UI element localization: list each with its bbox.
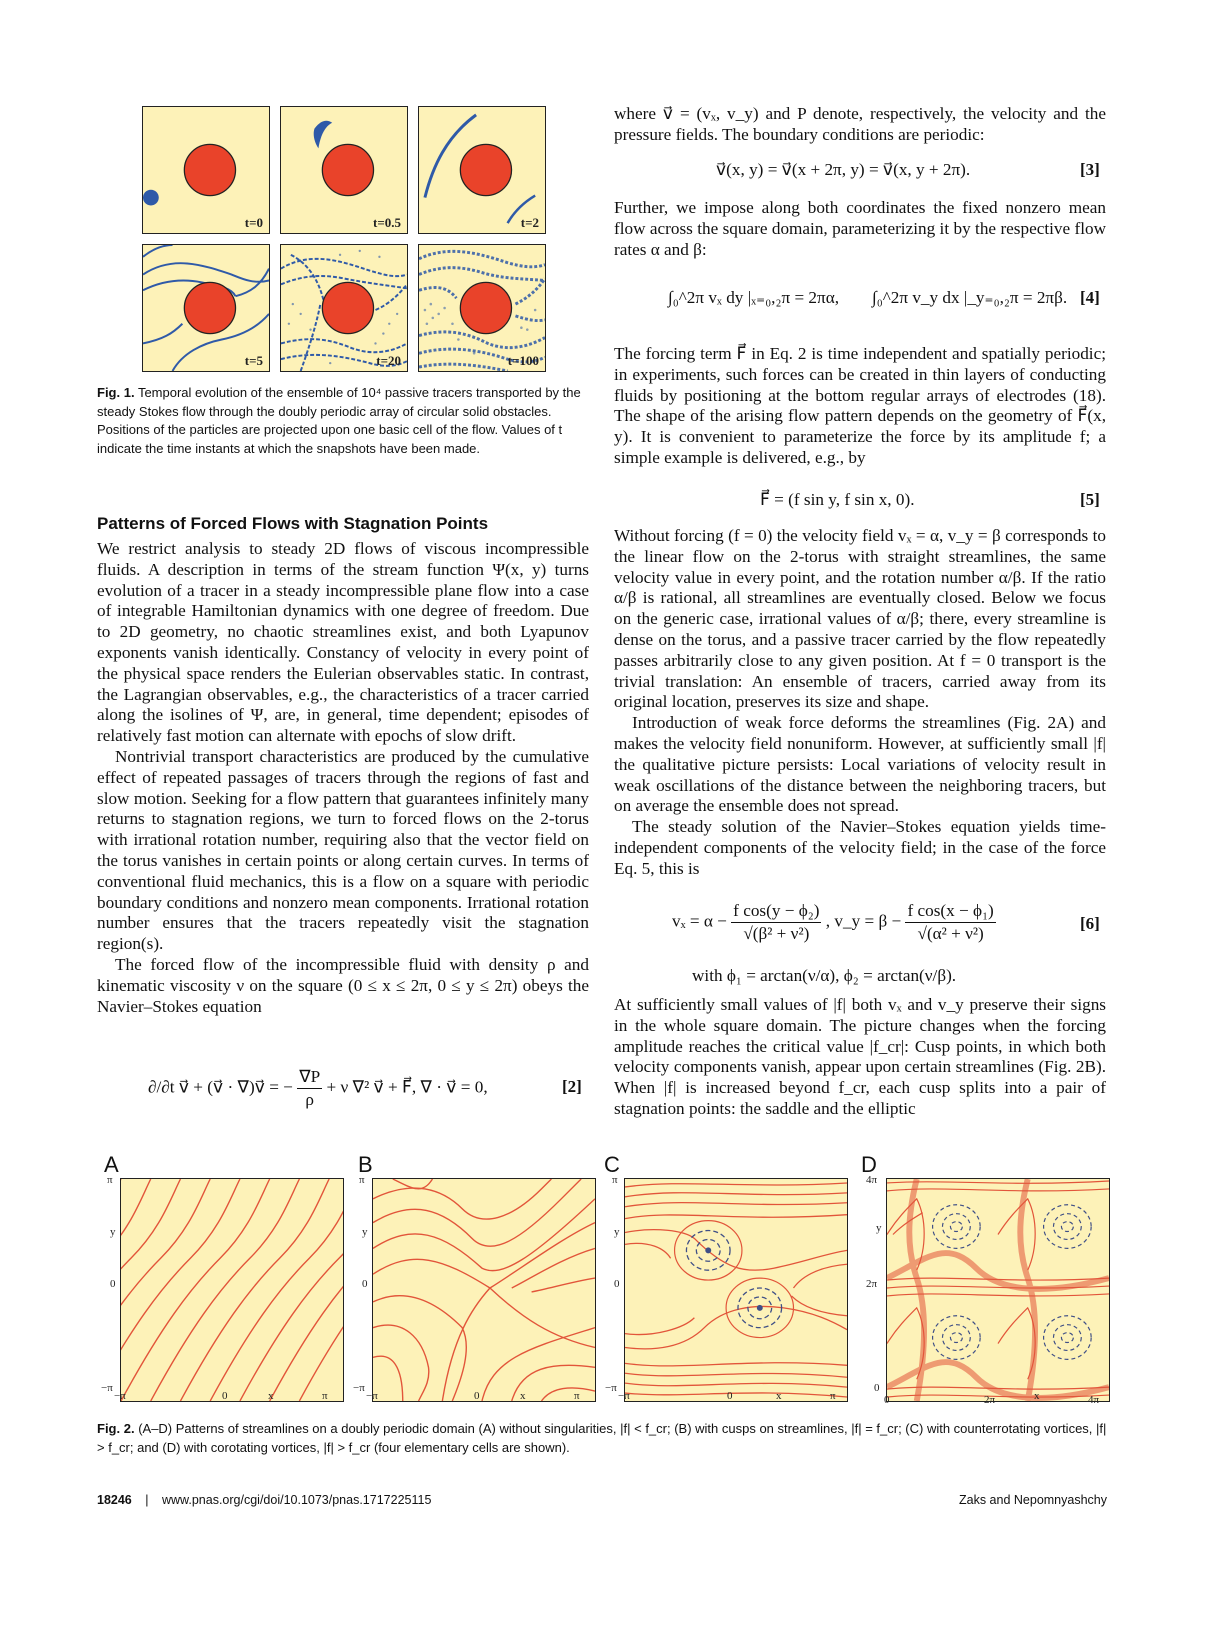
fig1-time-label: t=100	[507, 353, 539, 368]
right-col-p3	[614, 344, 1106, 469]
panel-a-x-axis: x	[268, 1390, 274, 1402]
fig2-panel-d	[886, 1178, 1110, 1402]
fig2-caption-label: Fig. 2.	[97, 1421, 135, 1436]
panel-d-streamlines	[887, 1179, 1109, 1401]
panel-d-y-mid: 2π	[866, 1278, 878, 1290]
eq3-number: [3]	[1080, 160, 1100, 179]
right-col-p7	[614, 995, 1106, 1120]
fig2-caption	[97, 1420, 1107, 1457]
panel-b-y-top: π	[359, 1174, 365, 1186]
panel-d-x-right: 4π	[1088, 1394, 1100, 1406]
fig2-panel-c	[624, 1178, 848, 1402]
eq6-b-fraction	[905, 900, 995, 945]
right-paragraph-2: Further, we impose along both coordinates the fixed nonzero mean flow across the square domain, parameterizing it by the respective flow rates α and β:	[614, 198, 1106, 259]
page-footer	[97, 1493, 1107, 1507]
panel-b-x-right: π	[574, 1390, 580, 1402]
right-col-p1	[614, 104, 1106, 146]
panel-c-x-axis: x	[776, 1390, 782, 1402]
eq6-b-pre: , v_y = β −	[825, 911, 902, 931]
fig1-time-label: t=0.5	[373, 215, 401, 230]
panel-b-y-bot: −π	[353, 1382, 365, 1394]
panel-label-a: A	[104, 1152, 119, 1177]
left-column-text	[97, 539, 589, 1017]
left-paragraph-1: We restrict analysis to steady 2D flows of viscous incompressible fluids. A description in terms of the stream function Ψ(x, y) turns evolution of a tracer in a steady incompressible plane flow into a case of integrable Hamiltonian dynamics with one degree of freedom. Due to 2D geometry, no chaotic streamlines exist, and both Lyapunov exponents vanish identically. Constancy of velocity in every point of the physical space renders the Eulerian observables static. In contrast, the Lagrangian observables, e.g., the characteristics of a tracer carried along the isolines of Ψ, are, in general, time dependent; episodes of relatively fast motion can alternate with epochs of slow drift.	[97, 539, 589, 746]
doi-link[interactable]: www.pnas.org/cgi/doi/10.1073/pnas.1717225115	[161, 1493, 432, 1507]
panel-c-x-left: −π	[618, 1390, 630, 1402]
right-paragraph-5: Introduction of weak force deforms the streamlines (Fig. 2A) and makes the velocity field nonuniform. However, at sufficiently small |f| the qualitative picture persists: Local variations of velocity result in weak oscillations of the distance between the neighboring tracers, but on average the ensemble does not spread.	[614, 713, 1106, 816]
equation-6	[672, 900, 996, 945]
fig1-time-label: t=20	[376, 353, 401, 368]
fig1-caption-text: Temporal evolution of the ensemble of 10⁴ passive tracers transported by the steady Stokes flow through the doubly periodic array of circular solid obstacles. Positions of the particles are projected upon one basic cell of the flow. Values of t indicate the time instants at which the snapshots have been made.	[97, 385, 581, 456]
panel-c-y-top: π	[612, 1174, 618, 1186]
panel-c-streamlines	[625, 1179, 847, 1401]
panel-a-x-right: π	[322, 1390, 328, 1402]
eq6-a-denominator: √(β² + ν²)	[743, 924, 810, 943]
panel-b-x-left: −π	[366, 1390, 378, 1402]
panel-label-d: D	[861, 1152, 877, 1177]
eq2-number: [2]	[562, 1077, 582, 1096]
equation-2	[148, 1066, 488, 1111]
eq2-lhs: ∂/∂t v⃗ + (v⃗ · ∇)v⃗ = −	[148, 1077, 293, 1097]
panel-b-x-axis: x	[520, 1390, 526, 1402]
panel-b-y-mid: 0	[362, 1278, 368, 1290]
right-paragraph-7: At sufficiently small values of |f| both vₓ and v_y preserve their signs in the whole square domain. The picture changes when the forcing amplitude reaches the critical value |f_cr|: Cusp points, in which both velocity components vanish, appear upon certain streamlines (Fig. 2B). When |f| is increased beyond f_cr, each cusp splits into a pair of stagnation points: the saddle and the elliptic	[614, 995, 1106, 1118]
panel-label-c: C	[604, 1152, 620, 1177]
eq6-a-pre: vₓ = α −	[672, 911, 727, 931]
panel-label-b: B	[358, 1152, 373, 1177]
fig1-caption	[97, 384, 589, 458]
panel-d-y-axis: y	[876, 1222, 882, 1234]
eq2-fraction	[297, 1066, 322, 1111]
panel-c-x-right: π	[830, 1390, 836, 1402]
fig1-time-label: t=2	[520, 215, 539, 230]
panel-c-y-bot: −π	[605, 1382, 617, 1394]
eq2-denominator: ρ	[305, 1090, 314, 1109]
fig1-snapshot-t05	[280, 106, 408, 234]
panel-a-y-top: π	[107, 1174, 113, 1186]
eq6-number: [6]	[1080, 914, 1100, 933]
fig2-caption-text: (A–D) Patterns of streamlines on a doubly periodic domain (A) without singularities, |f| < f_cr; (B) with cusps on streamlines, |f| = f_cr; (C) with counterrotating vortices, |f| > f_cr; and (D) with corotating vortices, |f| > f_cr (four elementary cells are shown).	[97, 1421, 1107, 1455]
eq4-number: [4]	[1080, 288, 1100, 307]
equation-4a: ∫₀^2π vₓ dy |ₓ₌₀,₂π = 2πα,	[668, 288, 840, 307]
page-number: 18246	[97, 1493, 132, 1507]
fig1-snapshot-t0	[142, 106, 270, 234]
fig1-time-label: t=0	[244, 215, 263, 230]
panel-a-streamlines	[121, 1179, 343, 1401]
panel-b-streamlines	[373, 1179, 595, 1401]
equation-6-with: with ϕ₁ = arctan(ν/α), ϕ₂ = arctan(ν/β).	[692, 966, 957, 985]
panel-d-y-top: 4π	[866, 1174, 878, 1186]
right-col-p4-6	[614, 526, 1106, 880]
equation-5: F⃗ = (f sin y, f sin x, 0).	[760, 490, 915, 509]
fig2-panel-a	[120, 1178, 344, 1402]
section-heading: Patterns of Forced Flows with Stagnation Points	[97, 514, 489, 533]
panel-c-y-axis: y	[614, 1226, 620, 1238]
footer-authors: Zaks and Nepomnyashchy	[959, 1493, 1107, 1507]
panel-a-x-left: −π	[114, 1390, 126, 1402]
equation-4b: ∫₀^2π v_y dx |_y₌₀,₂π = 2πβ.	[872, 288, 1068, 307]
left-paragraph-2: Nontrivial transport characteristics are produced by the cumulative effect of repeated passages of tracers through the regions of fast and slow motion. Seeking for a flow pattern that guarantees infinitely many returns to stagnation regions, we turn to forced flows on the 2-torus with irrational rotation number, requiring also that the vector field on the torus vanishes in certain points or along certain curves. In terms of conventional fluid mechanics, this is a flow on a square with periodic boundary conditions and nonzero mean components. Irrational rotation number ensures that the tracers repeatedly visit the stagnation region(s).	[97, 746, 589, 954]
panel-d-y-bot: 0	[874, 1382, 880, 1394]
eq2-rhs: + ν ∇² v⃗ + F⃗, ∇ · v⃗ = 0,	[326, 1077, 488, 1097]
panel-a-y-mid: 0	[110, 1278, 116, 1290]
right-col-p2	[614, 198, 1106, 260]
panel-b-y-axis: y	[362, 1226, 368, 1238]
eq6-a-fraction	[731, 900, 821, 945]
fig1-caption-label: Fig. 1.	[97, 385, 135, 400]
right-paragraph-4: Without forcing (f = 0) the velocity field vₓ = α, v_y = β corresponds to the linear flow on the 2-torus with straight streamlines, the same velocity value in every point, and the rotation number α/β. If the ratio α/β is rational, all streamlines are eventually closed. Below we focus on the generic case, irrational values of α/β; there, every streamline is dense on the torus, and a passive tracer carried by the flow repeatedly passes arbitrarily close to any given position. At f = 0 transport is the trivial translation: An ensemble of tracers, carried away from its original location, preserves its size and shape.	[614, 526, 1106, 712]
right-paragraph-6: The steady solution of the Navier–Stokes equation yields time-independent components of the velocity field; in the case of the force Eq. 5, this is	[614, 817, 1106, 878]
panel-c-y-mid: 0	[614, 1278, 620, 1290]
right-paragraph-3: The forcing term F⃗ in Eq. 2 is time independent and spatially periodic; in experiments, such forces can be created in thin layers of conducting fluids by positioning at the bottom regular arrays of electrodes (18). The shape of the arising flow pattern depends on the geometry of F⃗(x, y). It is convenient to parameterize the force by its amplitude f; a simple example is delivered, e.g., by	[614, 344, 1106, 467]
eq5-number: [5]	[1080, 490, 1100, 509]
fig1-time-label: t=5	[244, 353, 263, 368]
fig1-snapshot-t20	[280, 244, 408, 372]
equation-3: v⃗(x, y) = v⃗(x + 2π, y) = v⃗(x, y + 2π).	[716, 160, 971, 179]
panel-a-x-mid: 0	[222, 1390, 228, 1402]
left-paragraph-3: The forced flow of the incompressible fluid with density ρ and kinematic viscosity ν on the square (0 ≤ x ≤ 2π, 0 ≤ y ≤ 2π) obeys the Navier–Stokes equation	[97, 954, 589, 1016]
fig1-snapshot-t100	[418, 244, 546, 372]
fig1-snapshot-t2	[418, 106, 546, 234]
panel-d-x-axis: x	[1034, 1390, 1040, 1402]
fig1-snapshot-t5	[142, 244, 270, 372]
panel-a-y-axis: y	[110, 1226, 116, 1238]
eq2-numerator: ∇P	[297, 1066, 322, 1089]
panel-b-x-mid: 0	[474, 1390, 480, 1402]
eq6-a-numerator: f cos(y − ϕ₂)	[731, 900, 821, 923]
fig2-panel-b	[372, 1178, 596, 1402]
footer-separator: |	[145, 1493, 149, 1507]
eq6-b-numerator: f cos(x − ϕ₁)	[905, 900, 995, 923]
panel-d-x-left: 0	[884, 1394, 890, 1406]
panel-c-x-mid: 0	[727, 1390, 733, 1402]
right-paragraph-1: where v⃗ = (vₓ, v_y) and P denote, respectively, the velocity and the pressure fields. The boundary conditions are periodic:	[614, 104, 1106, 144]
eq6-b-denominator: √(α² + ν²)	[917, 924, 984, 943]
panel-d-x-mid: 2π	[984, 1394, 996, 1406]
panel-a-y-bot: −π	[101, 1382, 113, 1394]
